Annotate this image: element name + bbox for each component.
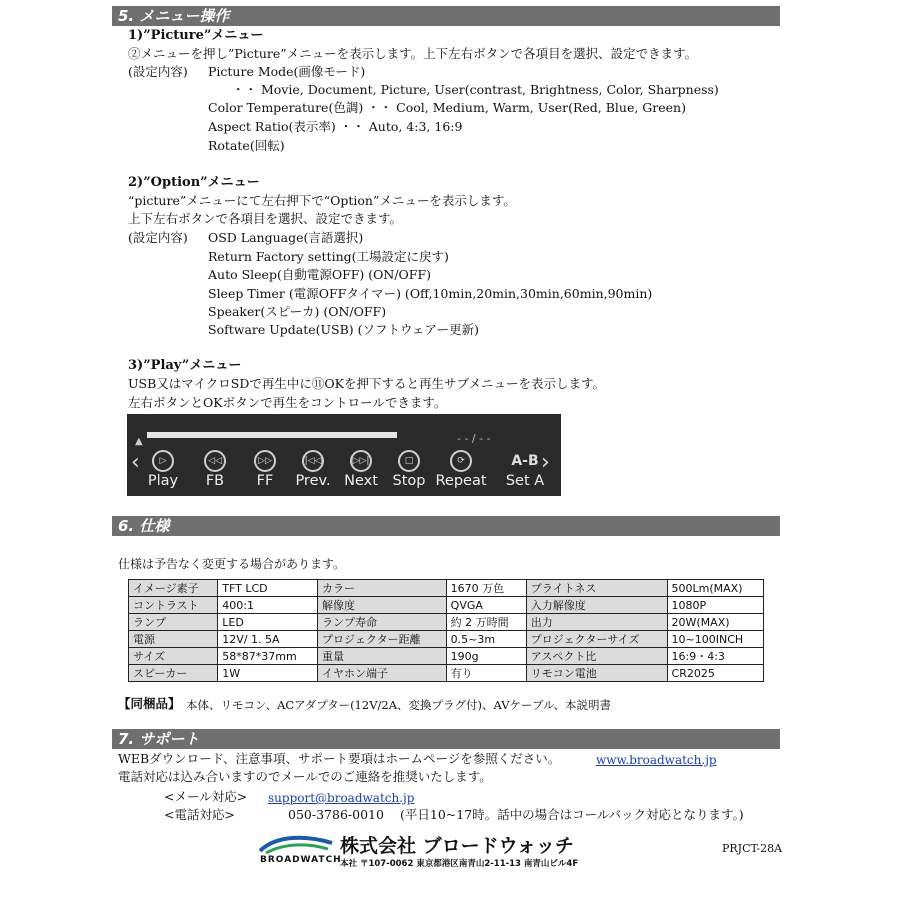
time-display: - - / - - — [457, 432, 491, 445]
chevron-left-icon: ‹ — [131, 450, 140, 475]
option-heading: 2)”Option”メニュー — [128, 175, 260, 190]
play-intro: 左右ボタンとOKボタンで再生をコントロールできます。 — [128, 395, 447, 410]
support-email-link[interactable]: support@broadwatch.jp — [268, 791, 415, 805]
play-heading: 3)”Play”メニュー — [128, 358, 242, 373]
progress-bar — [147, 432, 397, 438]
section-header-menu: 5. メニュー操作 — [112, 6, 780, 26]
set-a-button: A-B Set A — [499, 450, 551, 489]
stop-icon: □ — [398, 450, 420, 472]
table-row: イメージ素子 TFT LCD カラー 1670 万色 ブライトネス 500Lm(MAX) — [129, 580, 764, 597]
repeat-button: ⟳ Repeat — [435, 450, 487, 489]
spec-note: 仕様は予告なく変更する場合があります。 — [118, 557, 346, 571]
table-row: コントラスト 400:1 解像度 QVGA 入力解像度 1080P — [129, 597, 764, 614]
table-row: スピーカー 1W イヤホン端子 有り リモコン電池 CR2025 — [129, 665, 764, 682]
support-line: WEBダウンロード、注意事項、サポート要項はホームページを参照ください。 — [118, 751, 561, 766]
company-address: 本社 〒107-0062 東京都港区南青山2-11-13 南青山ビル4F — [340, 859, 579, 869]
fast-backward-icon: ◁◁ — [204, 450, 226, 472]
section-header-support: 7. サポート — [112, 729, 780, 749]
stop-button: □ Stop — [383, 450, 435, 489]
next-button: ▷▷| Next — [335, 450, 387, 489]
progress-marker-icon: ▲ — [135, 436, 143, 447]
picture-item: ・・ Movie, Document, Picture, User(contrast, Brightness, Color, Sharpness) — [232, 82, 719, 97]
play-icon: ▷ — [152, 450, 174, 472]
fast-forward-button: ▷▷ FF — [239, 450, 291, 489]
picture-item: Color Temperature(色調) ・・ Cool, Medium, Warm, User(Red, Blue, Green) — [208, 100, 686, 115]
previous-button: |◁◁ Prev. — [287, 450, 339, 489]
logo-wordmark: BROADWATCH — [260, 855, 342, 865]
option-intro: 上下左右ボタンで各項目を選択、設定できます。 — [128, 211, 403, 226]
option-item: Software Update(USB) (ソフトウェアー更新) — [208, 322, 480, 337]
fast-forward-icon: ▷▷ — [254, 450, 276, 472]
section-header-spec: 6. 仕様 — [112, 516, 780, 536]
picture-settings-label: (設定内容) — [128, 64, 188, 79]
option-item: Speaker(スピーカ) (ON/OFF) — [208, 304, 387, 319]
option-item: OSD Language(言語選択) — [208, 230, 364, 245]
phone-number: 050-3786-0010 — [288, 807, 384, 822]
option-intro: “picture”メニューにて左右押下で“Option”メニューを表示します。 — [128, 193, 516, 208]
picture-intro: ②メニューを押し”Picture”メニューを表示します。上下左右ボタンで各項目を選択、設定できます。 — [128, 46, 698, 61]
table-row: ランプ LED ランプ寿命 約 2 万時間 出力 20W(MAX) — [129, 614, 764, 631]
bundle-text: 本体、リモコン、ACアダプター(12V/2A、変換プラグ付)、AVケーブル、本説明書 — [186, 698, 612, 712]
picture-item: Picture Mode(画像モード) — [208, 64, 366, 79]
support-line: 電話対応は込み合いますのでメールでのご連絡を推奨いたします。 — [118, 769, 492, 784]
phone-note: (平日10~17時。話中の場合はコールバック対応となります。) — [400, 807, 744, 822]
table-row: 電源 12V/ 1. 5A プロジェクター距離 0.5~3m プロジェクターサイズ 10~100INCH — [129, 631, 764, 648]
spec-table — [128, 579, 764, 682]
repeat-icon: ⟳ — [450, 450, 472, 472]
phone-label: <電話対応> — [164, 807, 235, 822]
broadwatch-swoosh-icon — [256, 833, 336, 857]
website-link[interactable]: www.broadwatch.jp — [596, 753, 717, 767]
table-row: サイズ 58*87*37mm 重量 190g アスペクト比 16:9・4:3 — [129, 648, 764, 665]
next-icon: ▷▷| — [350, 450, 372, 472]
document-code: PRJCT-28A — [722, 842, 783, 855]
ab-repeat-icon: A-B — [511, 453, 539, 469]
option-item: Return Factory setting(工場設定に戻す) — [208, 249, 449, 264]
option-item: Auto Sleep(自動電源OFF) (ON/OFF) — [208, 267, 432, 282]
fast-backward-button: ◁◁ FB — [189, 450, 241, 489]
previous-icon: |◁◁ — [302, 450, 324, 472]
picture-item: Rotate(回転) — [208, 138, 285, 153]
option-settings-label: (設定内容) — [128, 230, 188, 245]
bundle-label: 【同梱品】 — [118, 696, 181, 711]
chevron-right-icon: › — [541, 450, 550, 475]
picture-heading: 1)”Picture”メニュー — [128, 28, 264, 43]
option-item: Sleep Timer (電源OFFタイマー) (Off,10min,20min,30min,60min,90min) — [208, 286, 653, 301]
play-intro: USB又はマイクロSDで再生中に⑪OKを押下すると再生サブメニューを表示します。 — [128, 376, 605, 391]
picture-item: Aspect Ratio(表示率) ・・ Auto, 4:3, 16:9 — [208, 119, 463, 134]
play-submenu-screenshot — [127, 414, 561, 496]
play-button: ▷ Play — [137, 450, 189, 489]
company-name: 株式会社 ブロードウォッチ — [340, 835, 574, 857]
mail-label: <メール対応> — [164, 789, 248, 804]
